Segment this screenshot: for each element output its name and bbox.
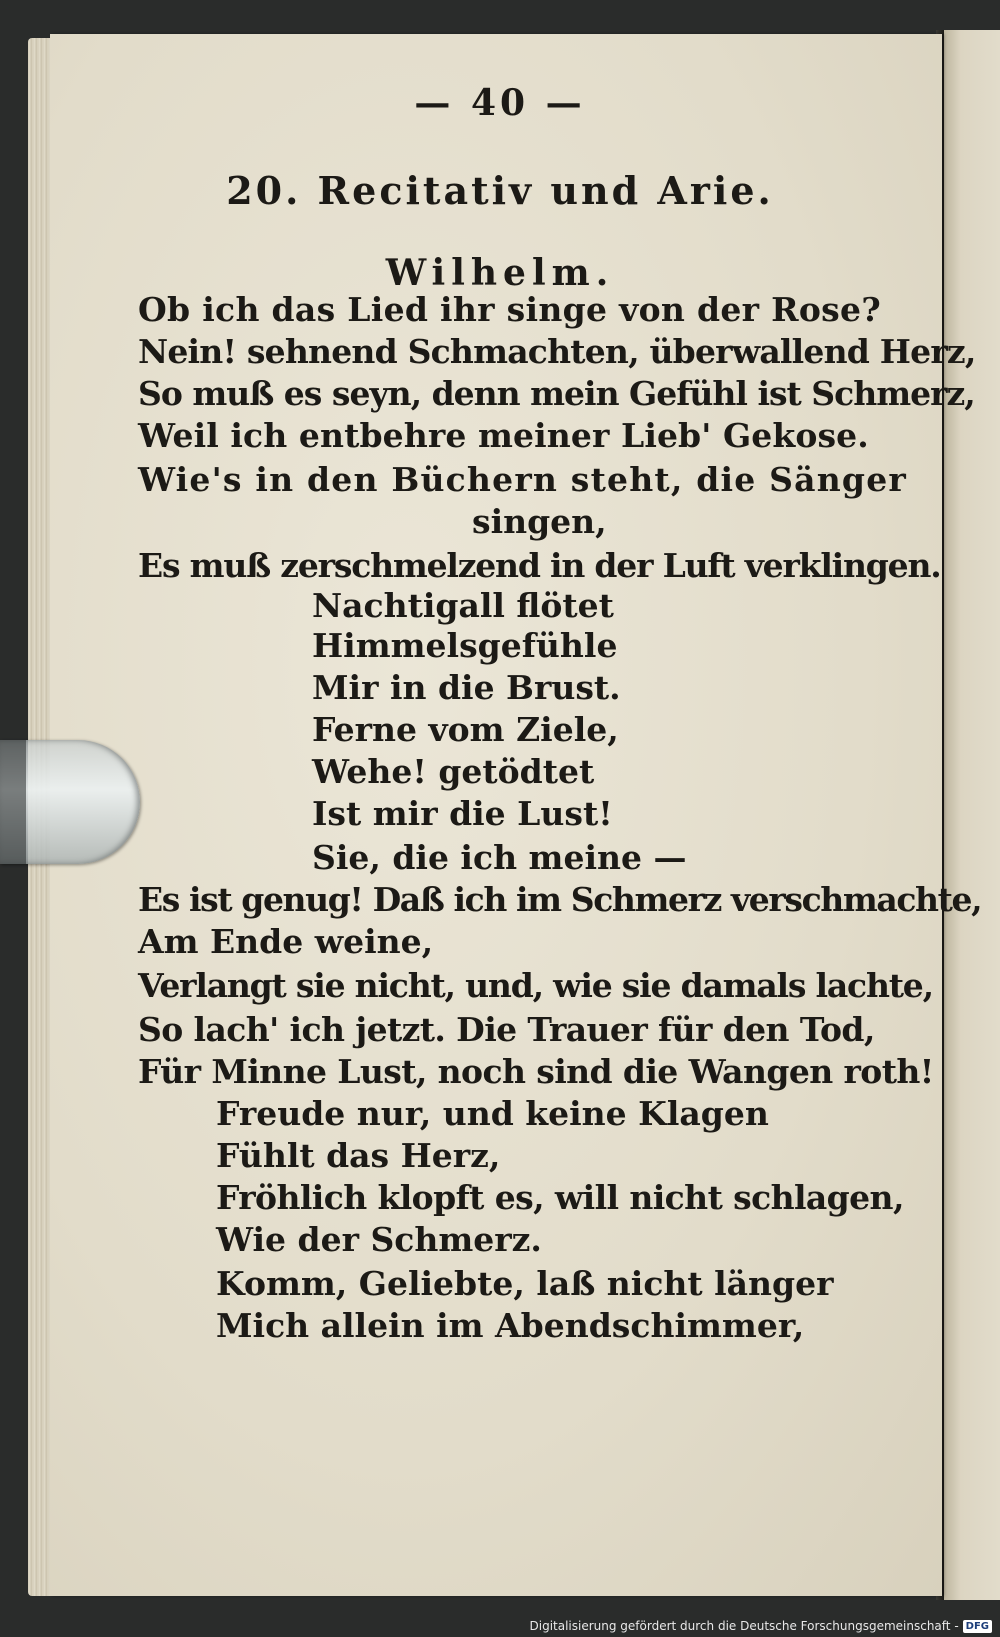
funding-text: Digitalisierung gefördert durch die Deutsche Forschungsgemeinschaft - bbox=[529, 1619, 959, 1633]
verse-line: Wie's in den Büchern steht, die Sänger bbox=[138, 460, 907, 499]
speaker-name: Wilhelm. bbox=[385, 252, 615, 294]
verse-line: Ist mir die Lust! bbox=[312, 794, 613, 833]
verse-line: Ferne vom Ziele, bbox=[312, 710, 619, 749]
verse-line: singen, bbox=[472, 502, 607, 541]
dfg-logo: DFG bbox=[963, 1620, 992, 1633]
verse-line: Es ist genug! Daß ich im Schmerz verschmachte, bbox=[138, 880, 982, 919]
page-number: — 40 — bbox=[414, 82, 586, 124]
verse-line: Verlangt sie nicht, und, wie sie damals lachte, bbox=[138, 966, 933, 1005]
verse-line: Wie der Schmerz. bbox=[216, 1220, 542, 1259]
verse-line: Mir in die Brust. bbox=[312, 668, 621, 707]
verse-line: Am Ende weine, bbox=[138, 922, 434, 961]
verse-line: Komm, Geliebte, laß nicht länger bbox=[216, 1264, 834, 1303]
verse-line: So muß es seyn, denn mein Gefühl ist Schmerz, bbox=[138, 374, 975, 413]
verse-line: Fröhlich klopft es, will nicht schlagen, bbox=[216, 1178, 904, 1217]
verse-line: Freude nur, und keine Klagen bbox=[216, 1094, 769, 1133]
verse-line: Nachtigall flötet bbox=[312, 586, 614, 625]
verse-line: Für Minne Lust, noch sind die Wangen roth! bbox=[138, 1052, 934, 1091]
section-heading: 20. Recitativ und Arie. bbox=[226, 168, 774, 213]
verse-line: Mich allein im Abendschimmer, bbox=[216, 1306, 805, 1345]
verse-line: Wehe! getödtet bbox=[312, 752, 595, 791]
verse-line: Es muß zerschmelzend in der Luft verklingen. bbox=[138, 546, 941, 585]
funding-footer bbox=[530, 1619, 993, 1633]
verse-line: Ob ich das Lied ihr singe von der Rose? bbox=[138, 290, 881, 329]
verse-line: So lach' ich jetzt. Die Trauer für den Tod, bbox=[138, 1010, 875, 1049]
verse-line: Nein! sehnend Schmachten, überwallend Herz, bbox=[138, 332, 976, 371]
verse-line: Himmelsgefühle bbox=[312, 626, 618, 665]
verse-line: Fühlt das Herz, bbox=[216, 1136, 501, 1175]
verse-line: Sie, die ich meine — bbox=[312, 838, 687, 877]
verse-line: Weil ich entbehre meiner Lieb' Gekose. bbox=[138, 416, 869, 455]
